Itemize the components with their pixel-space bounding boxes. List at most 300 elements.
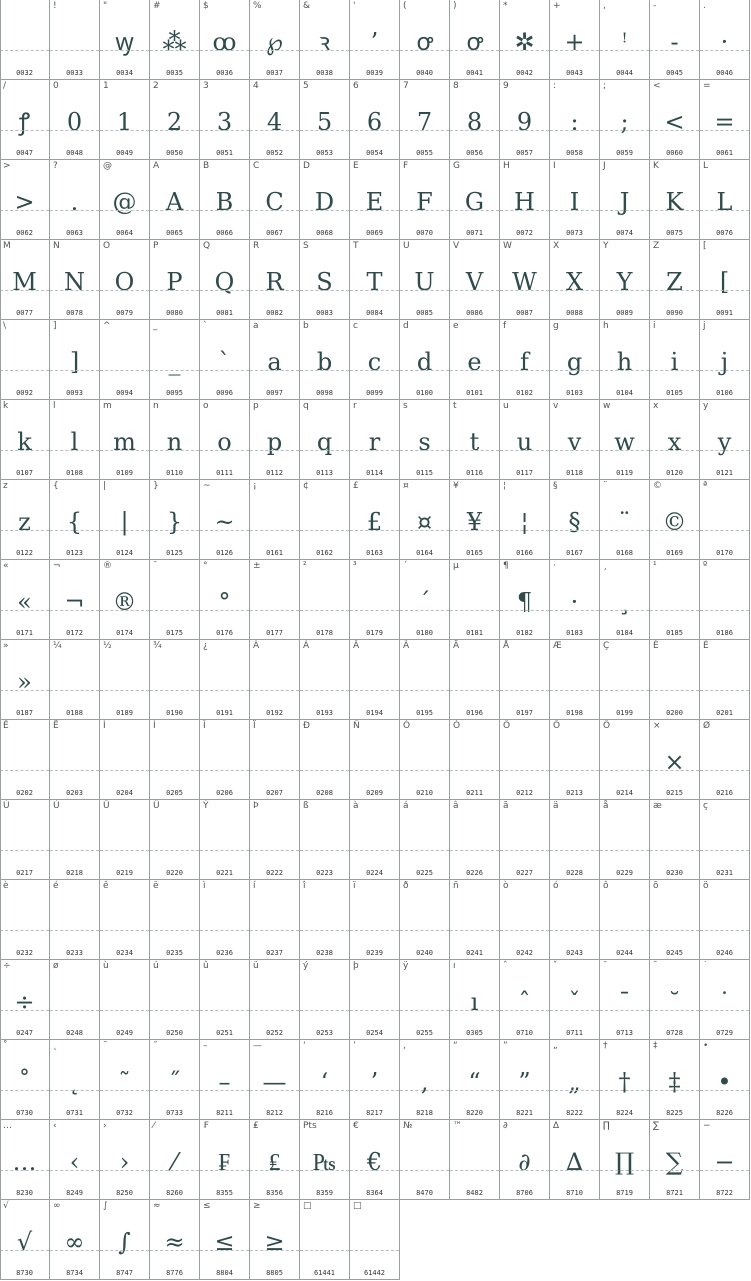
glyph-cell[interactable] <box>300 800 350 880</box>
glyph-cell[interactable] <box>500 0 550 80</box>
glyph-cell[interactable] <box>150 0 200 80</box>
glyph-cell[interactable] <box>300 0 350 80</box>
glyph-cell[interactable] <box>350 720 400 800</box>
glyph-cell[interactable] <box>50 560 100 640</box>
glyph-preview: L <box>716 188 733 216</box>
glyph-cell[interactable] <box>650 400 700 480</box>
glyph-cell[interactable] <box>150 240 200 320</box>
glyph-cell[interactable] <box>550 320 600 400</box>
glyph-cell[interactable] <box>150 640 200 720</box>
glyph-char-label: Á <box>303 641 310 651</box>
glyph-code: 0213 <box>566 789 583 797</box>
glyph-cell[interactable] <box>500 1040 550 1120</box>
glyph-cell[interactable] <box>700 160 750 240</box>
glyph-cell[interactable] <box>100 400 150 480</box>
glyph-cell[interactable] <box>250 640 300 720</box>
glyph-cell[interactable] <box>300 640 350 720</box>
row-left-border <box>0 1120 1 1200</box>
glyph-char-label: ∆ <box>553 1121 560 1131</box>
glyph-row <box>0 1040 751 1120</box>
glyph-cell[interactable] <box>200 400 250 480</box>
glyph-char-label: æ <box>653 801 662 811</box>
glyph-cell[interactable] <box>600 160 650 240</box>
row-left-border <box>0 320 1 400</box>
glyph-cell[interactable] <box>700 1040 750 1120</box>
glyph-cell[interactable] <box>0 240 50 320</box>
glyph-cell[interactable] <box>600 720 650 800</box>
glyph-cell[interactable] <box>350 480 400 560</box>
glyph-cell[interactable] <box>550 80 600 160</box>
glyph-cell[interactable] <box>700 1120 750 1200</box>
glyph-cell[interactable] <box>400 0 450 80</box>
glyph-cell[interactable] <box>450 800 500 880</box>
glyph-char-label: > <box>3 161 11 171</box>
glyph-char-label: _ <box>153 321 158 331</box>
glyph-cell[interactable] <box>300 480 350 560</box>
glyph-cell[interactable] <box>700 800 750 880</box>
glyph-cell[interactable] <box>100 1040 150 1120</box>
glyph-cell[interactable] <box>150 960 200 1040</box>
glyph-cell[interactable] <box>700 240 750 320</box>
glyph-cell[interactable] <box>0 960 50 1040</box>
glyph-cell[interactable] <box>500 400 550 480</box>
glyph-cell[interactable] <box>150 560 200 640</box>
glyph-cell[interactable] <box>600 1120 650 1200</box>
glyph-cell[interactable] <box>300 720 350 800</box>
glyph-cell[interactable] <box>550 240 600 320</box>
glyph-row <box>0 400 751 480</box>
glyph-cell[interactable] <box>250 80 300 160</box>
glyph-cell[interactable] <box>250 400 300 480</box>
glyph-cell[interactable] <box>350 960 400 1040</box>
glyph-char-label: < <box>653 81 661 91</box>
glyph-cell[interactable] <box>300 1120 350 1200</box>
glyph-cell[interactable] <box>250 800 300 880</box>
glyph-cell[interactable] <box>100 480 150 560</box>
glyph-cell[interactable] <box>150 880 200 960</box>
glyph-cell[interactable] <box>250 720 300 800</box>
glyph-cell[interactable] <box>700 640 750 720</box>
glyph-cell[interactable] <box>600 80 650 160</box>
glyph-cell[interactable] <box>200 0 250 80</box>
glyph-cell[interactable] <box>150 80 200 160</box>
glyph-cell[interactable] <box>250 1120 300 1200</box>
glyph-cell[interactable] <box>200 720 250 800</box>
glyph-cell[interactable] <box>650 560 700 640</box>
glyph-cell[interactable] <box>150 400 200 480</box>
glyph-cell[interactable] <box>50 400 100 480</box>
glyph-cell[interactable] <box>650 1120 700 1200</box>
glyph-char-label: ø <box>53 961 59 971</box>
glyph-cell[interactable] <box>300 880 350 960</box>
glyph-cell[interactable] <box>350 400 400 480</box>
glyph-cell[interactable] <box>500 640 550 720</box>
glyph-cell[interactable] <box>400 880 450 960</box>
glyph-cell[interactable] <box>600 560 650 640</box>
glyph-preview: } <box>166 508 183 536</box>
glyph-code: 0178 <box>316 629 333 637</box>
glyph-char-label: è <box>3 881 9 891</box>
glyph-cell[interactable] <box>700 80 750 160</box>
glyph-cell[interactable] <box>0 160 50 240</box>
glyph-cell[interactable] <box>400 640 450 720</box>
glyph-preview: O <box>114 268 135 296</box>
glyph-code: 8706 <box>516 1189 533 1197</box>
glyph-cell[interactable] <box>550 160 600 240</box>
glyph-preview: ¬ <box>64 588 85 616</box>
glyph-cell[interactable] <box>150 720 200 800</box>
glyph-cell[interactable] <box>300 1200 350 1280</box>
glyph-cell[interactable] <box>200 880 250 960</box>
glyph-cell[interactable] <box>550 480 600 560</box>
glyph-preview: © <box>662 508 687 536</box>
glyph-char-label: O <box>103 241 111 251</box>
glyph-preview: Y <box>616 268 633 296</box>
glyph-cell[interactable] <box>450 720 500 800</box>
glyph-code: 0201 <box>716 709 733 717</box>
glyph-cell[interactable] <box>400 80 450 160</box>
glyph-cell[interactable] <box>200 640 250 720</box>
glyph-cell[interactable] <box>100 320 150 400</box>
glyph-cell[interactable] <box>100 640 150 720</box>
glyph-preview: ∏ <box>614 1148 635 1176</box>
glyph-cell[interactable] <box>100 1120 150 1200</box>
glyph-code: 0191 <box>216 709 233 717</box>
glyph-cell[interactable] <box>100 0 150 80</box>
glyph-cell[interactable] <box>50 1200 100 1280</box>
glyph-cell[interactable] <box>0 80 50 160</box>
glyph-cell[interactable] <box>150 480 200 560</box>
glyph-cell[interactable] <box>50 720 100 800</box>
glyph-cell[interactable] <box>300 400 350 480</box>
glyph-cell[interactable] <box>300 160 350 240</box>
glyph-cell[interactable] <box>250 1200 300 1280</box>
glyph-cell[interactable] <box>600 0 650 80</box>
glyph-cell[interactable] <box>300 1040 350 1120</box>
glyph-char-label: Ì <box>103 721 106 731</box>
glyph-cell[interactable] <box>100 880 150 960</box>
glyph-cell[interactable] <box>500 880 550 960</box>
glyph-cell[interactable] <box>700 320 750 400</box>
glyph-cell[interactable] <box>250 1040 300 1120</box>
glyph-cell[interactable] <box>600 800 650 880</box>
glyph-char-label: Â <box>353 641 360 651</box>
glyph-cell[interactable] <box>300 240 350 320</box>
glyph-cell[interactable] <box>200 160 250 240</box>
glyph-cell[interactable] <box>350 1200 400 1280</box>
glyph-preview: - <box>670 28 679 56</box>
glyph-cell[interactable] <box>650 240 700 320</box>
glyph-cell[interactable] <box>500 960 550 1040</box>
glyph-cell[interactable] <box>0 1040 50 1120</box>
glyph-cell[interactable] <box>200 1040 250 1120</box>
glyph-cell[interactable] <box>400 320 450 400</box>
glyph-cell[interactable] <box>100 720 150 800</box>
glyph-cell[interactable] <box>0 800 50 880</box>
glyph-cell[interactable] <box>200 960 250 1040</box>
glyph-cell[interactable] <box>350 560 400 640</box>
glyph-cell[interactable] <box>450 160 500 240</box>
glyph-char-label: › <box>103 1121 107 1131</box>
glyph-cell[interactable] <box>0 1200 50 1280</box>
glyph-cell[interactable] <box>250 0 300 80</box>
glyph-cell[interactable] <box>50 800 100 880</box>
glyph-cell[interactable] <box>550 0 600 80</box>
glyph-cell[interactable] <box>0 560 50 640</box>
glyph-cell[interactable] <box>550 560 600 640</box>
glyph-cell[interactable] <box>300 80 350 160</box>
glyph-cell[interactable] <box>50 320 100 400</box>
glyph-cell[interactable] <box>50 640 100 720</box>
glyph-cell[interactable] <box>450 1040 500 1120</box>
glyph-cell[interactable] <box>0 1120 50 1200</box>
glyph-cell[interactable] <box>550 1040 600 1120</box>
glyph-cell[interactable] <box>100 560 150 640</box>
glyph-preview: b <box>316 348 333 376</box>
glyph-char-label: £ <box>353 481 359 491</box>
glyph-cell[interactable] <box>600 400 650 480</box>
glyph-preview: r <box>368 428 381 456</box>
glyph-cell[interactable] <box>450 640 500 720</box>
glyph-cell[interactable] <box>0 880 50 960</box>
glyph-cell[interactable] <box>200 560 250 640</box>
glyph-cell[interactable] <box>500 800 550 880</box>
glyph-code: 0183 <box>566 629 583 637</box>
glyph-char-label: * <box>503 1 508 11</box>
glyph-cell[interactable] <box>500 480 550 560</box>
glyph-char-label: Z <box>653 241 660 251</box>
glyph-cell[interactable] <box>350 1120 400 1200</box>
glyph-cell[interactable] <box>400 1040 450 1120</box>
glyph-preview: ˇ <box>568 988 581 1016</box>
glyph-code: 0091 <box>716 309 733 317</box>
glyph-code: 0188 <box>66 709 83 717</box>
glyph-cell[interactable] <box>650 640 700 720</box>
glyph-cell[interactable] <box>100 240 150 320</box>
glyph-cell[interactable] <box>600 240 650 320</box>
glyph-cell[interactable] <box>650 1040 700 1120</box>
glyph-cell[interactable] <box>250 560 300 640</box>
glyph-preview: o <box>217 428 232 456</box>
glyph-cell[interactable] <box>400 1120 450 1200</box>
glyph-cell[interactable] <box>350 240 400 320</box>
glyph-cell[interactable] <box>650 320 700 400</box>
glyph-cell[interactable] <box>650 960 700 1040</box>
glyph-cell[interactable] <box>650 800 700 880</box>
glyph-cell[interactable] <box>400 720 450 800</box>
glyph-cell[interactable] <box>700 720 750 800</box>
glyph-cell[interactable] <box>0 640 50 720</box>
glyph-cell[interactable] <box>550 1120 600 1200</box>
glyph-cell[interactable] <box>100 160 150 240</box>
glyph-cell[interactable] <box>650 720 700 800</box>
glyph-cell[interactable] <box>400 480 450 560</box>
glyph-cell[interactable] <box>650 480 700 560</box>
glyph-cell[interactable] <box>400 160 450 240</box>
glyph-cell[interactable] <box>500 160 550 240</box>
glyph-char-label: ù <box>103 961 109 971</box>
glyph-cell[interactable] <box>550 720 600 800</box>
glyph-cell[interactable] <box>50 1040 100 1120</box>
glyph-cell[interactable] <box>550 800 600 880</box>
glyph-cell[interactable] <box>100 80 150 160</box>
glyph-cell[interactable] <box>450 80 500 160</box>
glyph-char-label: ñ <box>453 881 459 891</box>
glyph-cell[interactable] <box>50 0 100 80</box>
glyph-cell[interactable] <box>600 1040 650 1120</box>
glyph-cell[interactable] <box>0 400 50 480</box>
glyph-cell[interactable] <box>100 800 150 880</box>
glyph-code: 0196 <box>466 709 483 717</box>
glyph-cell[interactable] <box>150 160 200 240</box>
glyph-code: 0230 <box>666 869 683 877</box>
glyph-char-label: l <box>53 401 56 411</box>
glyph-preview: X <box>565 268 584 296</box>
glyph-preview: D <box>314 188 335 216</box>
glyph-cell[interactable] <box>700 880 750 960</box>
glyph-cell[interactable] <box>450 0 500 80</box>
glyph-cell[interactable] <box>50 480 100 560</box>
glyph-cell[interactable] <box>500 80 550 160</box>
glyph-code: 0045 <box>666 69 683 77</box>
glyph-cell[interactable] <box>350 0 400 80</box>
glyph-cell[interactable] <box>50 240 100 320</box>
glyph-cell[interactable] <box>450 1120 500 1200</box>
glyph-cell[interactable] <box>600 880 650 960</box>
glyph-cell[interactable] <box>450 880 500 960</box>
glyph-char-label: z <box>3 481 8 491</box>
glyph-cell[interactable] <box>350 880 400 960</box>
glyph-cell[interactable] <box>650 0 700 80</box>
glyph-char-label: Õ <box>553 721 561 731</box>
glyph-cell[interactable] <box>150 1120 200 1200</box>
glyph-cell[interactable] <box>600 640 650 720</box>
glyph-cell[interactable] <box>700 560 750 640</box>
glyph-cell[interactable] <box>350 320 400 400</box>
glyph-cell[interactable] <box>300 320 350 400</box>
glyph-cell[interactable] <box>700 400 750 480</box>
glyph-cell[interactable] <box>400 240 450 320</box>
glyph-cell[interactable] <box>450 240 500 320</box>
glyph-cell[interactable] <box>650 160 700 240</box>
glyph-cell[interactable] <box>450 480 500 560</box>
glyph-cell[interactable] <box>500 720 550 800</box>
glyph-cell[interactable] <box>400 400 450 480</box>
glyph-preview: ∑ <box>665 1148 684 1176</box>
glyph-cell[interactable] <box>700 480 750 560</box>
glyph-cell[interactable] <box>500 1120 550 1200</box>
glyph-cell[interactable] <box>250 320 300 400</box>
glyph-code: 0066 <box>216 229 233 237</box>
glyph-cell[interactable] <box>100 960 150 1040</box>
glyph-cell[interactable] <box>200 480 250 560</box>
glyph-cell[interactable] <box>500 560 550 640</box>
glyph-code: 0049 <box>116 149 133 157</box>
glyph-cell[interactable] <box>600 320 650 400</box>
glyph-cell[interactable] <box>700 0 750 80</box>
glyph-preview: € <box>366 1148 383 1176</box>
glyph-cell[interactable] <box>450 560 500 640</box>
glyph-cell[interactable] <box>250 160 300 240</box>
glyph-cell[interactable] <box>50 160 100 240</box>
glyph-cell[interactable] <box>200 1120 250 1200</box>
glyph-cell[interactable] <box>350 80 400 160</box>
glyph-cell[interactable] <box>700 960 750 1040</box>
glyph-cell[interactable] <box>500 240 550 320</box>
glyph-cell[interactable] <box>450 400 500 480</box>
glyph-cell[interactable] <box>450 960 500 1040</box>
glyph-code: 0194 <box>366 709 383 717</box>
glyph-cell[interactable] <box>200 1200 250 1280</box>
glyph-char-label: J <box>603 161 606 171</box>
glyph-code: 0169 <box>666 549 683 557</box>
glyph-char-label: S <box>303 241 309 251</box>
glyph-cell[interactable] <box>600 480 650 560</box>
glyph-cell[interactable] <box>650 880 700 960</box>
glyph-code: 0125 <box>166 549 183 557</box>
glyph-cell[interactable] <box>0 0 50 80</box>
glyph-cell[interactable] <box>250 960 300 1040</box>
glyph-cell[interactable] <box>350 640 400 720</box>
glyph-cell[interactable] <box>450 320 500 400</box>
glyph-cell[interactable] <box>200 800 250 880</box>
glyph-cell[interactable] <box>150 320 200 400</box>
glyph-cell[interactable] <box>550 400 600 480</box>
glyph-cell[interactable] <box>0 320 50 400</box>
glyph-char-label: ë <box>153 881 159 891</box>
glyph-cell[interactable] <box>250 480 300 560</box>
glyph-char-label: ≤ <box>203 1201 211 1211</box>
glyph-cell[interactable] <box>300 960 350 1040</box>
glyph-cell[interactable] <box>350 1040 400 1120</box>
glyph-char-label: Ò <box>403 721 411 731</box>
glyph-cell[interactable] <box>600 960 650 1040</box>
glyph-cell[interactable] <box>50 1120 100 1200</box>
glyph-cell[interactable] <box>0 480 50 560</box>
glyph-cell[interactable] <box>150 800 200 880</box>
glyph-cell[interactable] <box>350 160 400 240</box>
glyph-cell[interactable] <box>200 320 250 400</box>
glyph-cell[interactable] <box>100 1200 150 1280</box>
glyph-cell[interactable] <box>150 1040 200 1120</box>
glyph-cell[interactable] <box>200 80 250 160</box>
glyph-code: 0162 <box>316 549 333 557</box>
glyph-code: 0108 <box>66 469 83 477</box>
glyph-cell[interactable] <box>350 800 400 880</box>
glyph-cell[interactable] <box>250 880 300 960</box>
glyph-char-label: ' <box>353 1 356 11</box>
glyph-cell[interactable] <box>550 880 600 960</box>
glyph-cell[interactable] <box>500 320 550 400</box>
glyph-code: 0077 <box>16 309 33 317</box>
glyph-cell[interactable] <box>0 720 50 800</box>
glyph-cell[interactable] <box>300 560 350 640</box>
glyph-cell[interactable] <box>250 240 300 320</box>
glyph-cell[interactable] <box>400 960 450 1040</box>
glyph-cell[interactable] <box>400 560 450 640</box>
glyph-cell[interactable] <box>400 800 450 880</box>
glyph-cell[interactable] <box>50 960 100 1040</box>
glyph-char-label: ; <box>603 81 607 91</box>
glyph-cell[interactable] <box>50 880 100 960</box>
glyph-cell[interactable] <box>550 640 600 720</box>
row-left-border <box>0 640 1 720</box>
glyph-cell[interactable] <box>200 240 250 320</box>
glyph-cell[interactable] <box>650 80 700 160</box>
glyph-cell[interactable] <box>550 960 600 1040</box>
glyph-cell[interactable] <box>50 80 100 160</box>
glyph-cell[interactable] <box>150 1200 200 1280</box>
